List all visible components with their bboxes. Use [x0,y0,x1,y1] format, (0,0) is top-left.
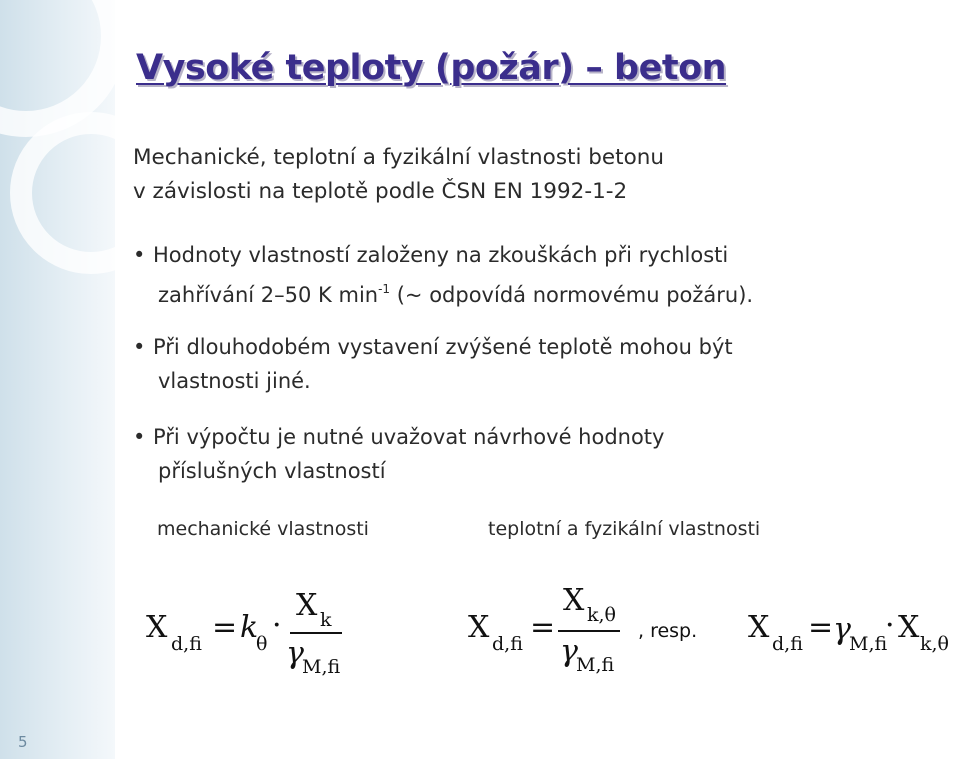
bullet-text-continued [133,272,913,312]
formula-symbol: γ [833,612,851,647]
exponent: -1 [378,282,391,296]
formula-subscript: k,θ [587,604,616,626]
formula-subscript: k,θ [920,633,949,655]
slide-subtitle [133,141,873,209]
formula-subscript: M,fi [302,656,341,678]
formula-equals: = [212,610,238,645]
bullet-marker: • [133,425,146,449]
bullet-text: zahřívání 2–50 K min [158,283,379,307]
formula-equals: = [808,610,834,645]
formula-resp-text: , resp. [638,620,698,642]
column-label-thermal: teplotní a fyzikální vlastnosti [488,518,761,540]
bullet-item [133,420,913,488]
bullet-text: Při výpočtu je nutné uvažovat návrhové hodnoty [153,425,665,449]
bullet-text: Hodnoty vlastností založeny na zkouškách při rychlosti [153,243,729,267]
bullet-marker: • [133,335,146,359]
formula-subscript: d,fi [492,633,523,655]
slide-title: Vysoké teploty (požár) – beton [136,48,727,88]
formula-symbol: γ [560,634,578,669]
formula-subscript: d,fi [772,633,803,655]
bullet-item [133,238,913,312]
bullet-text: Při dlouhodobém vystavení zvýšené teplotě mohou být [153,335,733,359]
subtitle-line: Mechanické, teplotní a fyzikální vlastnosti betonu [133,145,664,170]
bullet-text-continued: příslušných vlastností [158,459,386,483]
formula-dot: · [272,608,282,643]
formula-symbol: X [563,583,585,618]
formula-symbol: X [468,610,490,645]
formula-equals: = [530,610,556,645]
formula-symbol: X [296,588,318,623]
formula-subscript: M,fi [576,654,615,676]
formula-symbol: γ [286,636,304,671]
formula-symbol: X [898,610,920,645]
formula-subscript: θ [256,633,268,655]
bullet-text-continued: vlastnosti jiné. [158,369,311,393]
formula-subscript: k [320,609,332,631]
formula-dot: · [885,608,895,643]
fraction-line [290,632,342,634]
subtitle-line: v závislosti na teplotě podle ČSN EN 1992-1-2 [133,179,628,204]
formula-symbol: X [748,610,770,645]
bullet-marker: • [133,243,146,267]
page-number: 5 [18,733,28,751]
bullet-item [133,330,913,398]
decorative-side-panel [0,0,115,759]
formula-symbol: X [146,610,168,645]
formula-subscript: M,fi [849,633,888,655]
bullet-text: (~ odpovídá normovému požáru). [390,283,754,307]
formula-symbol: k [240,610,259,645]
formula-subscript: d,fi [171,633,202,655]
column-label-mechanical: mechanické vlastnosti [157,518,369,540]
fraction-line [558,630,620,632]
